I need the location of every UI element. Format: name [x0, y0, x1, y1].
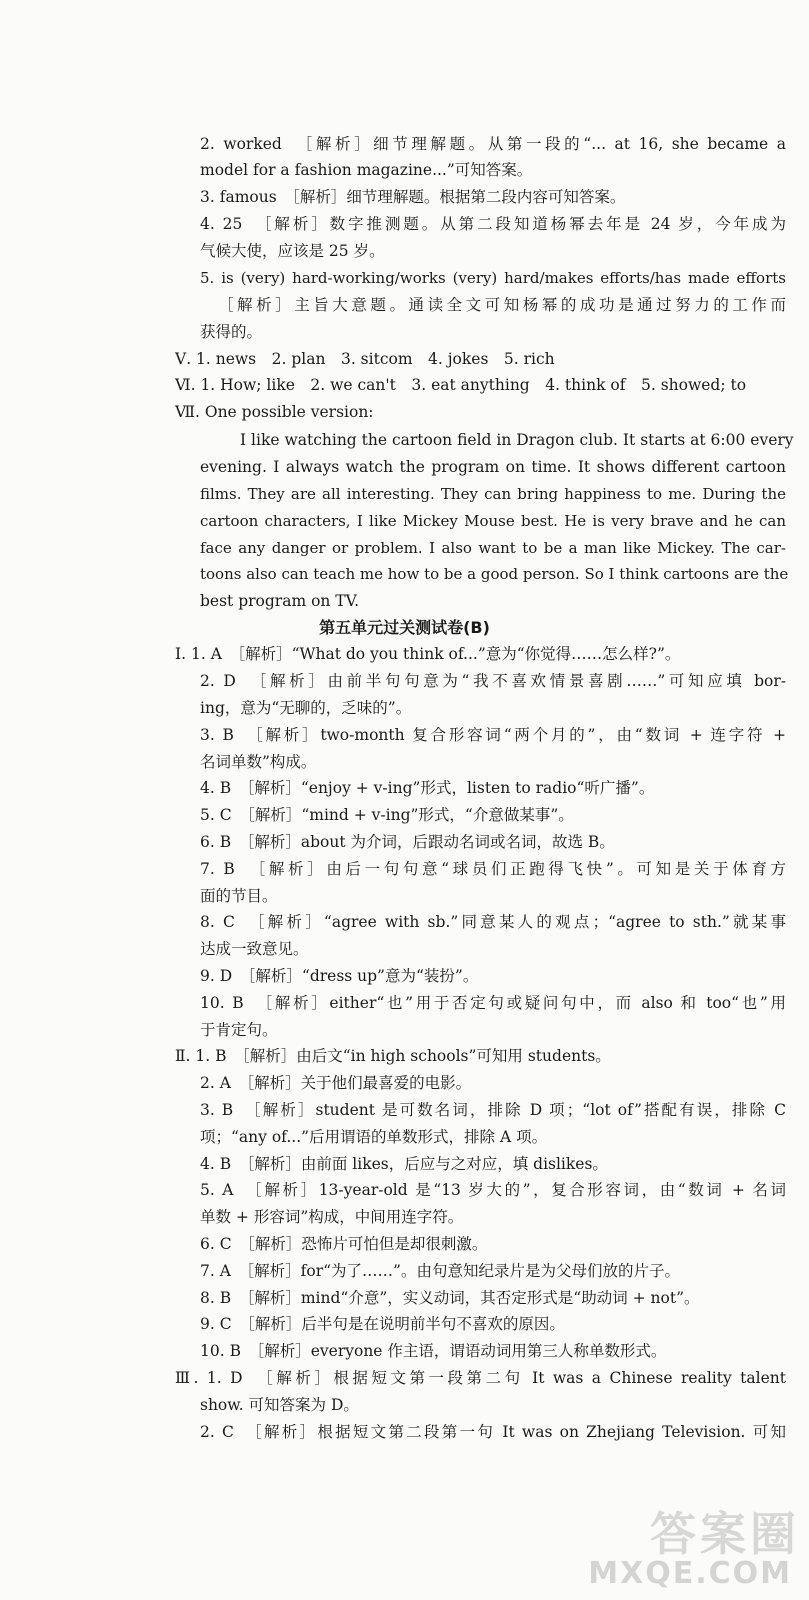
answer-line: 2. C ［解析］根据短文第二段第一句 It was on Zhejiang Television. 可知	[200, 1423, 786, 1441]
essay-line: films. They are all interesting. They can bring happiness to me. During the	[200, 485, 786, 503]
answer-line: 名词单数”构成。	[200, 753, 317, 771]
watermark-url: MXQE.COM	[588, 1556, 792, 1591]
answer-line: 9. D ［解析］“dress up”意为“装扮”。	[200, 967, 479, 985]
answer-line: Ⅱ. 1. B ［解析］由后文“in high schools”可知用 students。	[175, 1047, 611, 1065]
essay-line: evening. I always watch the program on time. It shows different cartoon	[200, 458, 786, 476]
answer-line: 10. B ［解析］either“也”用于否定句或疑问句中，而 also 和 too“也”用	[200, 994, 786, 1012]
answer-line: 5. C ［解析］“mind + v-ing”形式，“介意做某事”。	[200, 806, 574, 824]
answer-line: 10. B ［解析］everyone 作主语，谓语动词用第三人称单数形式。	[200, 1342, 667, 1360]
watermark-logo: 答案圈	[650, 1507, 800, 1561]
answer-line: 获得的。	[200, 323, 263, 341]
answer-line: 4. 25 ［解析］数字推测题。从第二段知道杨幂去年是 24 岁，今年成为	[200, 215, 786, 233]
answer-line: 4. B ［解析］“enjoy + v-ing”形式，listen to radio“听广播”。	[200, 779, 655, 797]
answer-line: Ⅰ. 1. A ［解析］“What do you think of...”意为“你觉得……怎么样?”。	[175, 645, 681, 663]
answer-line: Ⅲ. 1. D ［解析］根据短文第一段第二句 It was a Chinese reality talent	[175, 1369, 786, 1387]
section-v-answers: Ⅴ. 1. news 2. plan 3. sitcom 4. jokes 5. rich	[175, 350, 555, 368]
answer-line: 2. A ［解析］关于他们最喜爱的电影。	[200, 1074, 472, 1092]
answer-line: 8. C ［解析］“agree with sb.”同意某人的观点；“agree to sth.”就某事	[200, 913, 786, 931]
answer-line: ing，意为“无聊的，乏味的”。	[200, 699, 412, 717]
answer-line: model for a fashion magazine...”可知答案。	[200, 161, 533, 179]
section-vii-header: Ⅶ. One possible version:	[175, 403, 374, 421]
essay-line: face any danger or problem. I also want to be a man like Mickey. The car-	[200, 539, 786, 557]
answer-line: 5. A ［解析］13-year-old 是“13 岁大的”，复合形容词，由“数词 + 名词	[200, 1181, 786, 1199]
answer-line: ［解析］主旨大意题。通读全文可知杨幂的成功是通过努力的工作而	[218, 296, 786, 314]
answer-line: 气候大使，应该是 25 岁。	[200, 242, 385, 260]
answer-line: 2. worked ［解析］细节理解题。从第一段的“... at 16, she became a	[200, 135, 786, 153]
answer-line: 3. famous ［解析］细节理解题。根据第二段内容可知答案。	[200, 188, 626, 206]
answer-line: 9. C ［解析］后半句是在说明前半句不喜欢的原因。	[200, 1315, 565, 1333]
section-vi-answers: Ⅵ. 1. How; like 2. we can't 3. eat anything 4. think of 5. showed; to	[175, 376, 747, 394]
answer-line: show. 可知答案为 D。	[200, 1396, 359, 1414]
answer-line: 7. B ［解析］由后一句句意“球员们正跑得飞快”。可知是关于体育方	[200, 860, 786, 878]
answer-line: 5. is (very) hard-working/works (very) hard/makes efforts/has made efforts	[200, 269, 786, 287]
unit-test-heading: 第五单元过关测试卷(B)	[319, 618, 490, 637]
answer-line: 6. B ［解析］about 为介词，后跟动名词或名词，故选 B。	[200, 833, 615, 851]
answer-line: 6. C ［解析］恐怖片可怕但是却很刺激。	[200, 1235, 488, 1253]
answer-line: 8. B ［解析］mind“介意”，实义动词，其否定形式是“助动词 + not”。	[200, 1289, 700, 1307]
answer-line: 项；“any of...”后用谓语的单数形式，排除 A 项。	[200, 1128, 548, 1146]
answer-line: 达成一致意见。	[200, 940, 309, 958]
answer-line: 面的节目。	[200, 887, 278, 905]
answer-line: 4. B ［解析］由前面 likes，后应与之对应，填 dislikes。	[200, 1155, 608, 1173]
answer-line: 7. A ［解析］for“为了……”。由句意知纪录片是为父母们放的片子。	[200, 1262, 680, 1280]
essay-line: I like watching the cartoon field in Dragon club. It starts at 6:00 every	[240, 431, 794, 449]
essay-line: cartoon characters, I like Mickey Mouse best. He is very brave and he can	[200, 512, 786, 530]
essay-line: toons also can teach me how to be a good person. So I think cartoons are the	[200, 565, 789, 583]
answer-line: 2. D ［解析］由前半句句意为“我不喜欢情景喜剧……”可知应填 bor-	[200, 672, 786, 690]
essay-line: best program on TV.	[200, 592, 360, 610]
answer-line: 3. B ［解析］student 是可数名词，排除 D 项；“lot of”搭配有误，排除 C	[200, 1101, 786, 1119]
answer-line: 单数 + 形容词”构成，中间用连字符。	[200, 1208, 464, 1226]
answer-line: 3. B ［解析］two-month 复合形容词“两个月的”，由“数词 + 连字符 +	[200, 726, 786, 744]
answer-line: 于肯定句。	[200, 1021, 278, 1039]
site-watermark	[420, 1498, 800, 1598]
